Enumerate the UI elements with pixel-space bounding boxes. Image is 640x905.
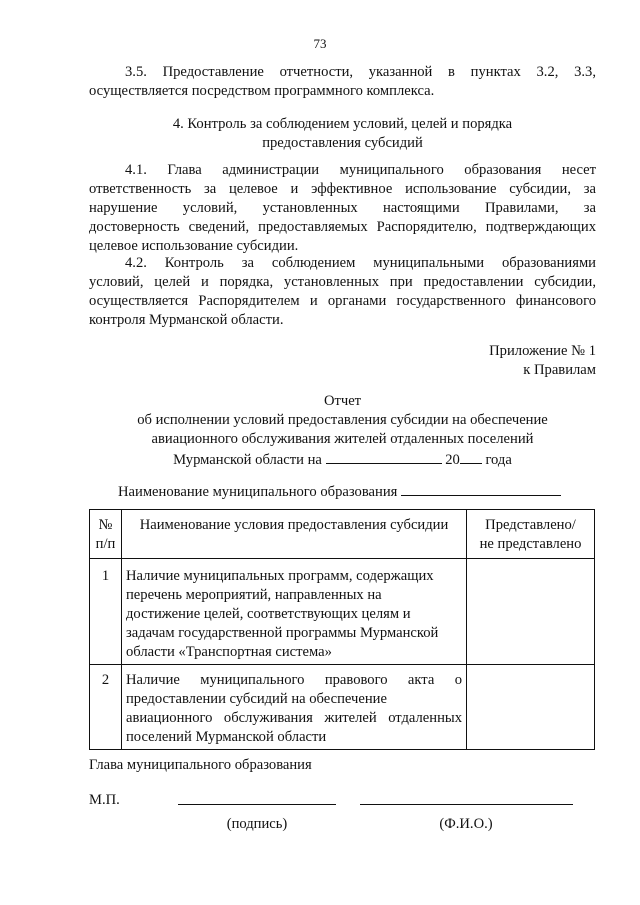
header-condition-name: Наименование условия предоставления субсидии: [122, 510, 467, 559]
paragraph-line: 4.1. Глава администрации муниципального образования несет: [125, 162, 596, 178]
municipality-line: [118, 481, 561, 502]
page-number: 73: [313, 36, 327, 51]
heading-line: предоставления субсидий: [262, 135, 423, 151]
signature-label: (подпись): [226, 816, 288, 832]
paragraph-line: условий, целей и порядка, установленных при предоставлении субсидии,: [89, 274, 596, 290]
paragraph-line: 4.2. Контроль за соблюдением муниципальными образованиями: [125, 255, 596, 271]
report-period-suffix: года: [485, 452, 512, 468]
row-number: 1: [90, 559, 122, 665]
report-year-blank[interactable]: [460, 449, 482, 464]
paragraph-line: осуществляется Распорядителем и органами государственного финансового: [89, 293, 596, 309]
paragraph-line: 3.5. Предоставление отчетности, указанной в пунктах 3.2, 3.3,: [125, 64, 596, 80]
header-number: № п/п: [90, 510, 122, 559]
appendix-line: к Правилам: [523, 362, 596, 378]
table-row: [90, 559, 595, 665]
report-year-prefix: 20: [445, 452, 460, 468]
head-label: Глава муниципального образования: [89, 757, 312, 773]
row-condition: Наличие муниципального правового акта о предоставлении субсидий на обеспечение авиационного обслуживания жителей отдаленных поселений Мурманской области: [122, 665, 467, 750]
section-4-heading: [89, 115, 596, 153]
appendix-line: Приложение № 1: [489, 343, 596, 359]
report-heading-line: авиационного обслуживания жителей отдаленных поселений: [151, 431, 534, 447]
paragraph-4-2: [89, 254, 596, 330]
municipality-blank[interactable]: [401, 481, 561, 496]
municipality-label: Наименование муниципального образования: [118, 484, 398, 500]
paragraph-line: достоверность сведений, предоставляемых Распорядителю, подтверждающих: [89, 219, 596, 235]
row-status-cell[interactable]: [467, 559, 595, 665]
report-period-blank[interactable]: [326, 449, 442, 464]
row-status-cell[interactable]: [467, 665, 595, 750]
paragraph-4-1: [89, 161, 596, 256]
table-header-row: [90, 510, 595, 559]
row-condition: Наличие муниципальных программ, содержащих перечень мероприятий, направленных на достижение целей, соответствующих целям и задачам государственной программы Мурманской области «Транспортная система»: [122, 559, 467, 665]
heading-line: 4. Контроль за соблюдением условий, целей и порядка: [172, 116, 513, 132]
report-period-prefix: Мурманской области на: [173, 452, 322, 468]
report-title: Отчет: [323, 393, 362, 409]
paragraph-line: нарушение условий, установленных настоящими Правилами, за: [89, 200, 596, 216]
signature-line[interactable]: [178, 804, 336, 805]
table-row: [90, 665, 595, 750]
paragraph-3-5: [89, 63, 596, 101]
header-status: Представлено/ не представлено: [467, 510, 595, 559]
paragraph-line: целевое использование субсидии.: [89, 238, 299, 254]
appendix-label: [89, 342, 596, 380]
fio-line[interactable]: [360, 804, 573, 805]
conditions-table: [89, 509, 595, 750]
paragraph-line: осуществляется посредством программного комплекса.: [89, 83, 435, 99]
report-period-line: [89, 449, 596, 470]
paragraph-line: ответственность за целевое и эффективное использование субсидии, за: [89, 181, 596, 197]
paragraph-line: контроля Мурманской области.: [89, 312, 284, 328]
report-heading-line: об исполнении условий предоставления субсидии на обеспечение: [137, 412, 548, 428]
report-heading: [89, 392, 596, 470]
stamp-label: М.П.: [89, 792, 120, 808]
row-number: 2: [90, 665, 122, 750]
fio-label: (Ф.И.О.): [439, 816, 493, 832]
